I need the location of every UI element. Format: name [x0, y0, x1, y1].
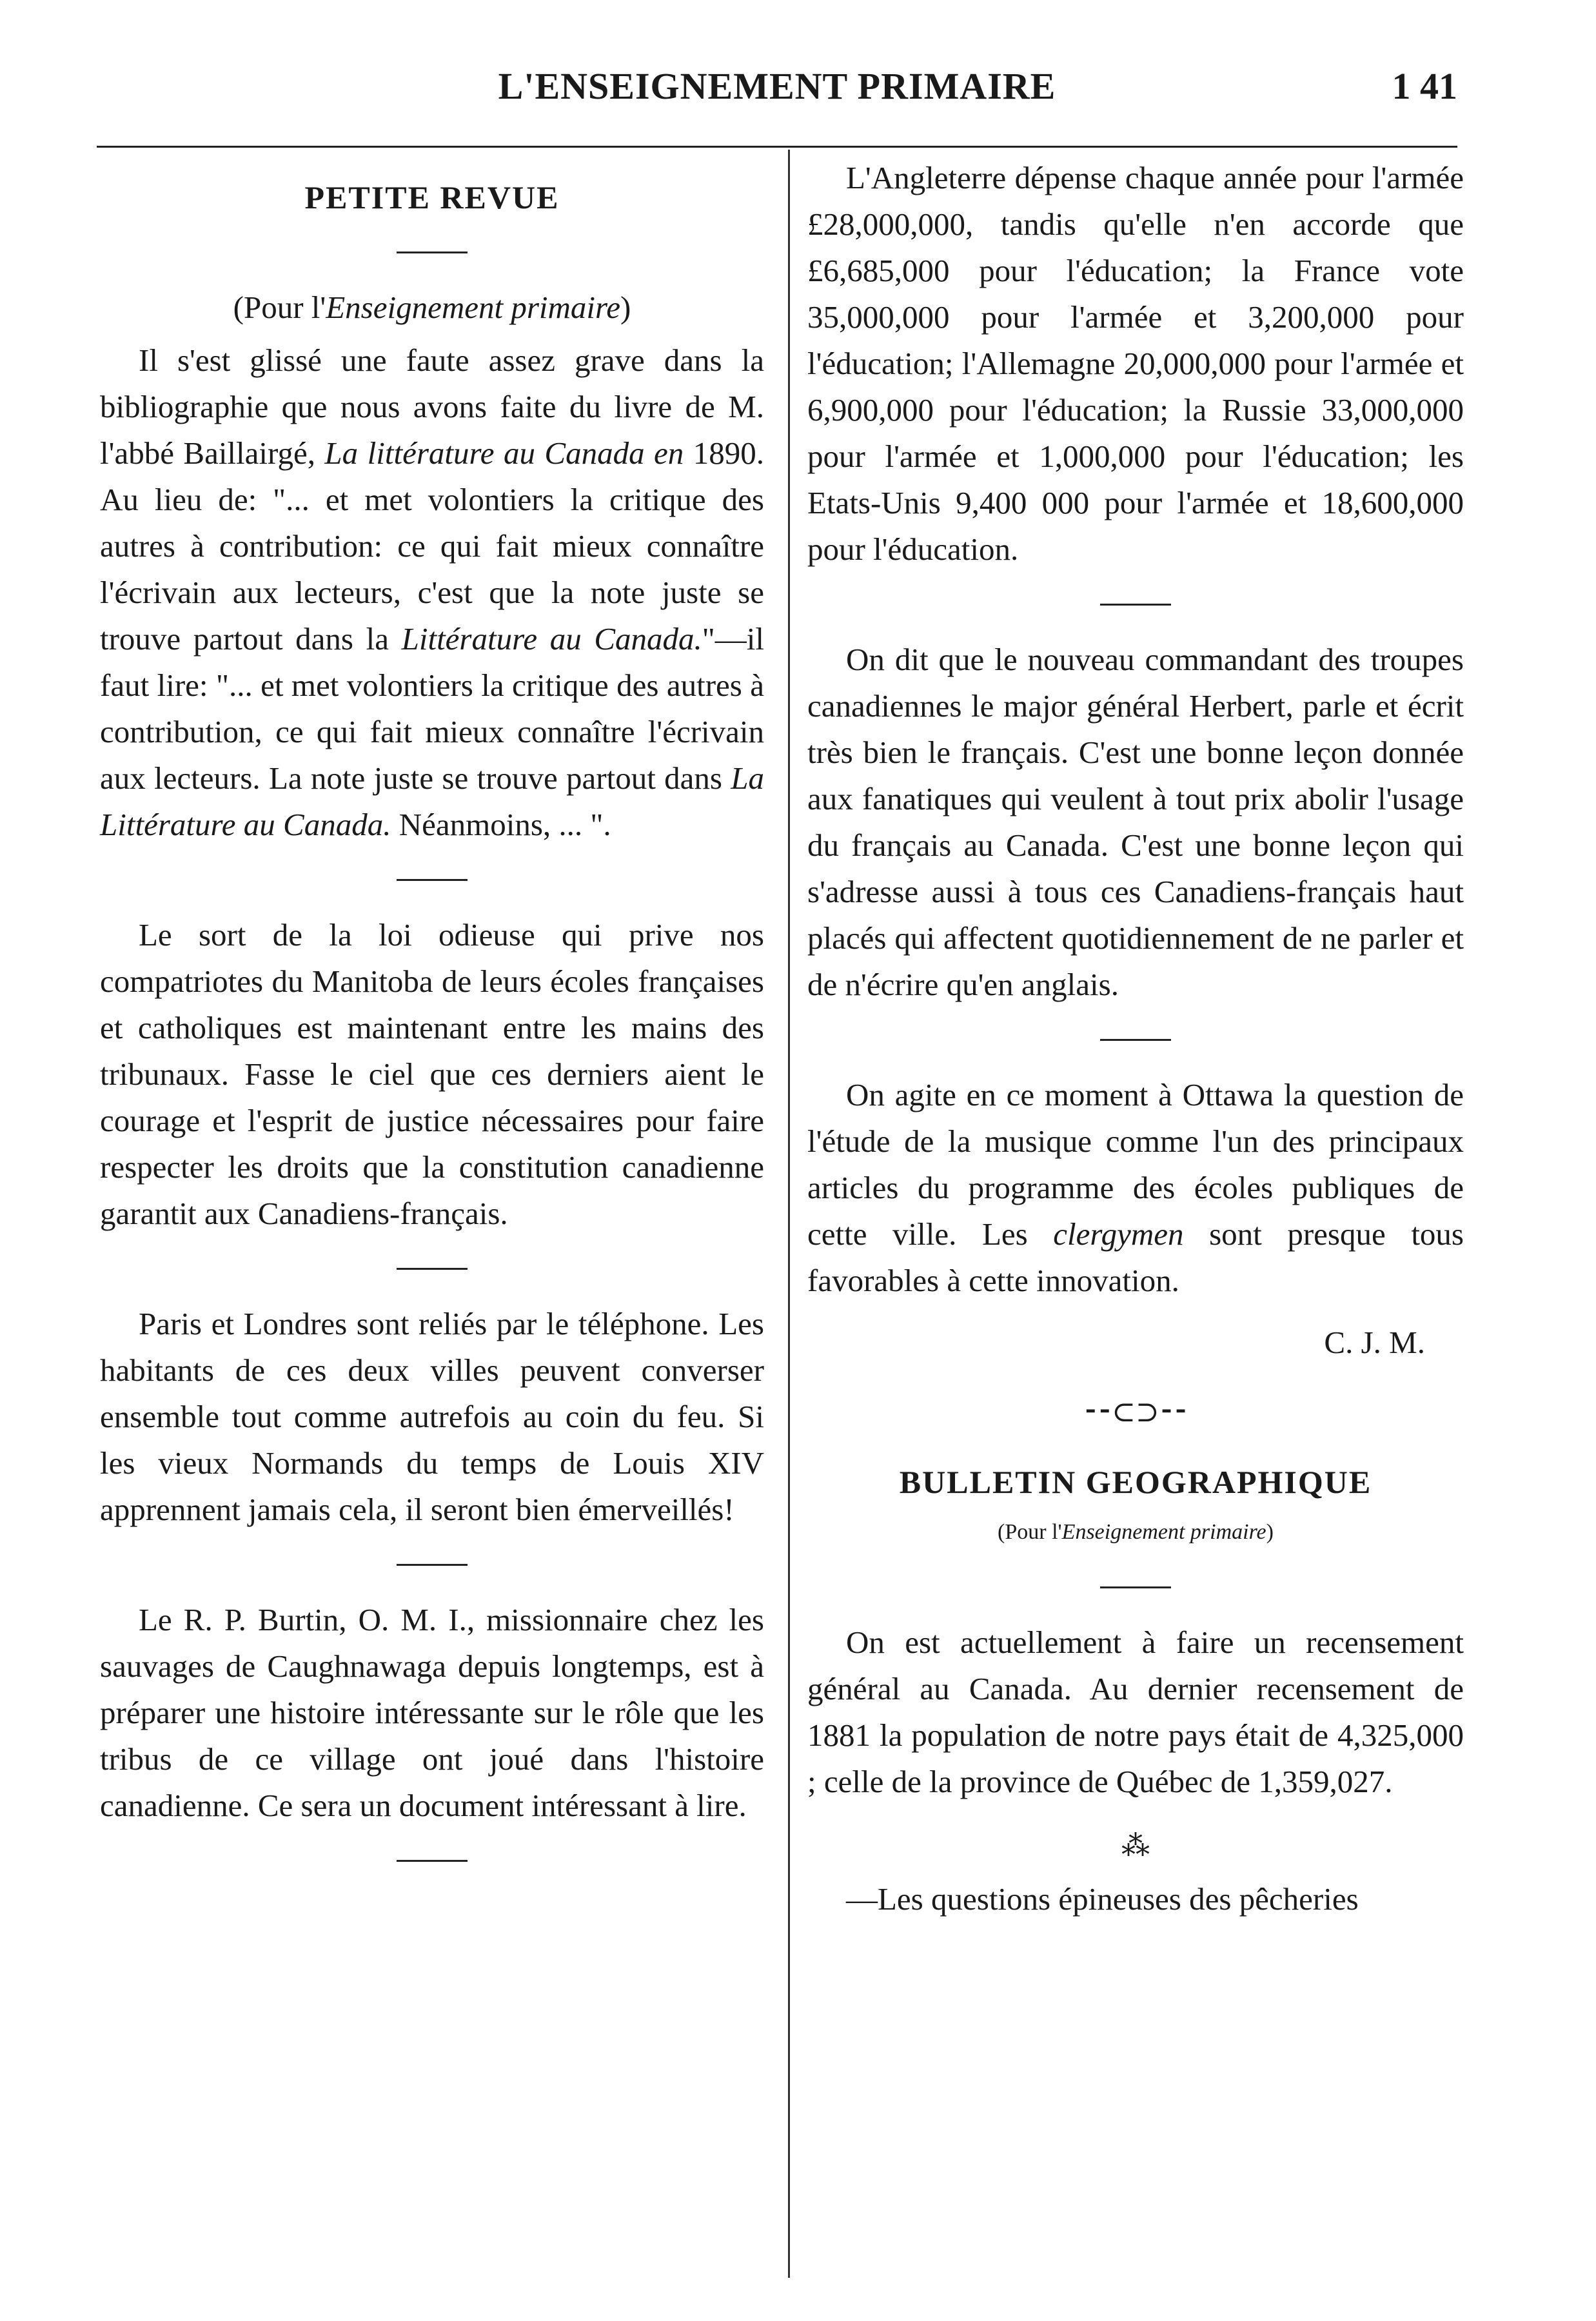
separator-dash [397, 1268, 468, 1270]
author-signature: C. J. M. [1324, 1325, 1425, 1360]
article-paragraph: L'Angleterre dépense chaque année pour l'armée £28,000,000, tandis qu'elle n'en accorde que £6,685,000 pour l'éducation; la France vote 35,000,000 pour l'armée et 3,200,000 pour l'éducation; l'Allemagne 20,000,000 pour l'armée et 6,900,000 pour l'éducation; la Russie 33,000,000 pour l'armée et 1,000,000 pour l'éducation; les Etats-Unis 9,400 000 pour l'armée et 18,600,000 pour l'éducation. [807, 160, 1464, 567]
separator-dash [397, 1564, 468, 1566]
running-title: L'ENSEIGNEMENT PRIMAIRE [498, 65, 1056, 107]
asterism: ⁂ [1121, 1830, 1150, 1862]
article-paragraph: Le sort de la loi odieuse qui prive nos compatriotes du Manitoba de leurs écoles françaises et catholiques est maintenant entre les mains des tribunaux. Fasse le ciel que ces derniers aient le courage et l'esprit de justice nécessaires pour faire respecter les droits que la constitution canadienne garantit aux Canadiens-français. [100, 917, 764, 1231]
section-title-bulletin: BULLETIN GEOGRAPHIQUE [899, 1464, 1372, 1500]
article-paragraph: On dit que le nouveau commandant des troupes canadiennes le major général Herbert, parle et écrit très bien le français. C'est une bonne leçon donnée aux fanatiques qui veulent à tout prix abolir l'usage du français au Canada. C'est une bonne leçon qui s'adresse aussi à tous ces Canadiens-français haut placés qui affectent quotidiennement de ne parler et de n'écrire qu'en anglais. [807, 642, 1464, 1002]
section-title-petite-revue: PETITE REVUE [304, 179, 560, 215]
running-header [97, 45, 1457, 116]
article-paragraph: Paris et Londres sont reliés par le téléphone. Les habitants de ces deux villes peuvent converser ensemble tout comme autrefois au coin du feu. Si les vieux Normands du temps de Louis XIV apprennent jamais cela, il seront bien émerveillés! [100, 1306, 764, 1527]
separator-dash [397, 252, 468, 253]
article-paragraph: On est actuellement à faire un recensement général au Canada. Au dernier recensement de 1881 la population de notre pays était de 4,325,000 ; celle de la province de Québec de 1,359,027. [807, 1625, 1464, 1799]
left-column [100, 155, 764, 1893]
right-column [807, 155, 1464, 1922]
separator-dash [397, 1860, 468, 1862]
article-paragraph: Le R. P. Burtin, O. M. I., missionnaire chez les sauvages de Caughnawaga depuis longtemps, est à préparer une histoire intéressante sur le rôle que les tribus de ce village ont joué dans l'histoire canadienne. Ce sera un document intéressant à lire. [100, 1602, 764, 1823]
section-subtitle: (Pour l'Enseignement primaire) [233, 290, 631, 325]
section-subtitle: (Pour l'Enseignement primaire) [998, 1520, 1274, 1544]
separator-dash [1100, 604, 1171, 606]
separator-dash [1100, 1586, 1171, 1588]
page-number: 1 41 [1392, 65, 1457, 107]
article-paragraph: On agite en ce moment à Ottawa la question de l'étude de la musique comme l'un des principaux articles du programme des écoles publiques de cette ville. Les clergymen sont presque tous favorables à cette innovation. [807, 1077, 1464, 1298]
ornament-divider: ⁃⁃⊂⊃⁃⁃ [1083, 1396, 1188, 1428]
separator-dash [1100, 1039, 1171, 1041]
separator-dash [397, 879, 468, 881]
article-paragraph: Il s'est glissé une faute assez grave dans la bibliographie que nous avons faite du livre de M. l'abbé Baillairgé, La littérature au Canada en 1890. Au lieu de: "... et met volontiers la critique des autres à contribution: ce qui fait mieux connaître l'écrivain aux lecteurs, c'est que la note juste se trouve partout dans la Littérature au Canada."—il faut lire: "... et met volontiers la critique des autres à contribution, ce qui fait mieux connaître l'écrivain aux lecteurs. La note juste se trouve partout dans La Littérature au Canada. Néanmoins, ... ". [100, 342, 764, 842]
column-divider [788, 150, 790, 2278]
header-rule [97, 146, 1457, 148]
article-paragraph: —Les questions épineuses des pêcheries [846, 1881, 1359, 1917]
